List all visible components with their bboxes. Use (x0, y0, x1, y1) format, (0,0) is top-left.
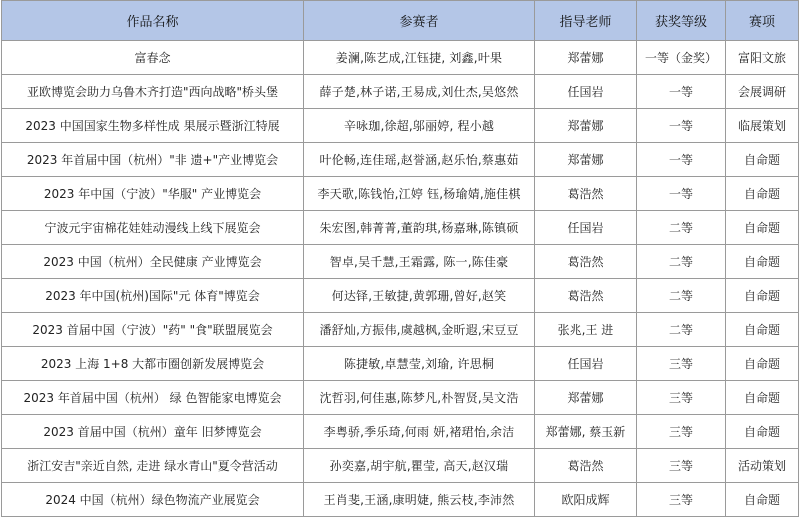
header-advisor: 指导老师 (535, 1, 637, 41)
table-body (2, 41, 799, 517)
table-row (2, 245, 799, 279)
award-level-cell: 二等 (637, 211, 726, 245)
header-award-level: 获奖等级 (637, 1, 726, 41)
participants-cell: 薛子楚,林子诺,王易成,刘仕杰,吴悠然 (304, 75, 535, 109)
award-level-cell: 二等 (637, 313, 726, 347)
advisor-cell: 郑蕾娜 (535, 109, 637, 143)
work-title-cell: 2024 中国（杭州）绿色物流产业展览会 (2, 483, 304, 517)
table-row (2, 41, 799, 75)
work-title-cell: 2023 首届中国（宁波）"药" "食"联盟展览会 (2, 313, 304, 347)
award-level-cell: 一等 (637, 143, 726, 177)
category-cell: 会展调研 (726, 75, 799, 109)
participants-cell: 辛咏珈,徐超,邬丽婷, 程小越 (304, 109, 535, 143)
advisor-cell: 任国岩 (535, 75, 637, 109)
work-title-cell: 2023 首届中国（杭州）童年 旧梦博览会 (2, 415, 304, 449)
award-level-cell: 一等 (637, 177, 726, 211)
category-cell: 富阳文旅 (726, 41, 799, 75)
category-cell: 自命题 (726, 245, 799, 279)
table-row (2, 279, 799, 313)
work-title-cell: 2023 中国（杭州）全民健康 产业博览会 (2, 245, 304, 279)
category-cell: 临展策划 (726, 109, 799, 143)
header-row (2, 1, 799, 41)
work-title-cell: 2023 上海 1+8 大都市圈创新发展博览会 (2, 347, 304, 381)
header-work-title: 作品名称 (2, 1, 304, 41)
advisor-cell: 葛浩然 (535, 449, 637, 483)
work-title-cell: 2023 中国国家生物多样性成 果展示暨浙江特展 (2, 109, 304, 143)
header-category: 赛项 (726, 1, 799, 41)
participants-cell: 陈捷敏,卓慧莹,刘瑜, 许思桐 (304, 347, 535, 381)
advisor-cell: 郑蕾娜, 蔡玉新 (535, 415, 637, 449)
awards-table (1, 0, 799, 517)
participants-cell: 王肖斐,王涵,康明婕, 熊云枝,李沛然 (304, 483, 535, 517)
work-title-cell: 2023 年首届中国（杭州） 绿 色智能家电博览会 (2, 381, 304, 415)
award-level-cell: 三等 (637, 347, 726, 381)
work-title-cell: 亚欧博览会助力乌鲁木齐打造"西向战略"桥头堡 (2, 75, 304, 109)
header-participants: 参赛者 (304, 1, 535, 41)
participants-cell: 李天歌,陈钱怡,江婷 钰,杨瑜婧,施佳棋 (304, 177, 535, 211)
table-row (2, 177, 799, 211)
category-cell: 自命题 (726, 483, 799, 517)
participants-cell: 朱宏图,韩菁菁,董韵琪,杨嘉琳,陈镇硕 (304, 211, 535, 245)
table-row (2, 347, 799, 381)
advisor-cell: 葛浩然 (535, 177, 637, 211)
advisor-cell: 任国岩 (535, 211, 637, 245)
advisor-cell: 任国岩 (535, 347, 637, 381)
work-title-cell: 宁波元宇宙棉花娃娃动漫线上线下展览会 (2, 211, 304, 245)
participants-cell: 孙奕嘉,胡宇航,瞿莹, 高天,赵汉瑞 (304, 449, 535, 483)
table-row (2, 381, 799, 415)
award-level-cell: 一等 (637, 109, 726, 143)
work-title-cell: 2023 年中国（宁波）"华服" 产业博览会 (2, 177, 304, 211)
work-title-cell: 2023 年中国(杭州)国际"元 体育"博览会 (2, 279, 304, 313)
category-cell: 自命题 (726, 211, 799, 245)
award-level-cell: 三等 (637, 449, 726, 483)
table-row (2, 75, 799, 109)
table-row (2, 415, 799, 449)
advisor-cell: 郑蕾娜 (535, 381, 637, 415)
award-level-cell: 一等 (637, 75, 726, 109)
participants-cell: 何达铎,王敏捷,黄郭珊,曾好,赵笑 (304, 279, 535, 313)
category-cell: 自命题 (726, 143, 799, 177)
category-cell: 自命题 (726, 177, 799, 211)
award-level-cell: 二等 (637, 245, 726, 279)
participants-cell: 叶伦畅,连佳瑶,赵誉涵,赵乐怡,蔡惠茹 (304, 143, 535, 177)
category-cell: 活动策划 (726, 449, 799, 483)
advisor-cell: 葛浩然 (535, 245, 637, 279)
award-level-cell: 一等（金奖） (637, 41, 726, 75)
category-cell: 自命题 (726, 313, 799, 347)
work-title-cell: 浙江安吉"亲近自然, 走进 绿水青山"夏令营活动 (2, 449, 304, 483)
award-level-cell: 三等 (637, 483, 726, 517)
category-cell: 自命题 (726, 347, 799, 381)
award-level-cell: 三等 (637, 415, 726, 449)
table-row (2, 109, 799, 143)
table-row (2, 483, 799, 517)
participants-cell: 潘舒灿,方振伟,虞越枫,金昕遐,宋豆豆 (304, 313, 535, 347)
advisor-cell: 郑蕾娜 (535, 143, 637, 177)
work-title-cell: 富春念 (2, 41, 304, 75)
award-level-cell: 二等 (637, 279, 726, 313)
advisor-cell: 郑蕾娜 (535, 41, 637, 75)
category-cell: 自命题 (726, 415, 799, 449)
advisor-cell: 欧阳成辉 (535, 483, 637, 517)
table-row (2, 449, 799, 483)
table-row (2, 143, 799, 177)
participants-cell: 李粤骄,季乐琦,何雨 妍,褚珺怡,余洁 (304, 415, 535, 449)
category-cell: 自命题 (726, 279, 799, 313)
category-cell: 自命题 (726, 381, 799, 415)
participants-cell: 姜澜,陈艺成,江钰捷, 刘鑫,叶果 (304, 41, 535, 75)
advisor-cell: 张兆,王 进 (535, 313, 637, 347)
participants-cell: 沈哲羽,何佳惠,陈梦凡,朴智贤,吴文浩 (304, 381, 535, 415)
table-row (2, 211, 799, 245)
participants-cell: 智卓,吴千慧,王霜露, 陈一,陈佳豪 (304, 245, 535, 279)
advisor-cell: 葛浩然 (535, 279, 637, 313)
work-title-cell: 2023 年首届中国（杭州）"非 遗+"产业博览会 (2, 143, 304, 177)
table-row (2, 313, 799, 347)
award-level-cell: 三等 (637, 381, 726, 415)
